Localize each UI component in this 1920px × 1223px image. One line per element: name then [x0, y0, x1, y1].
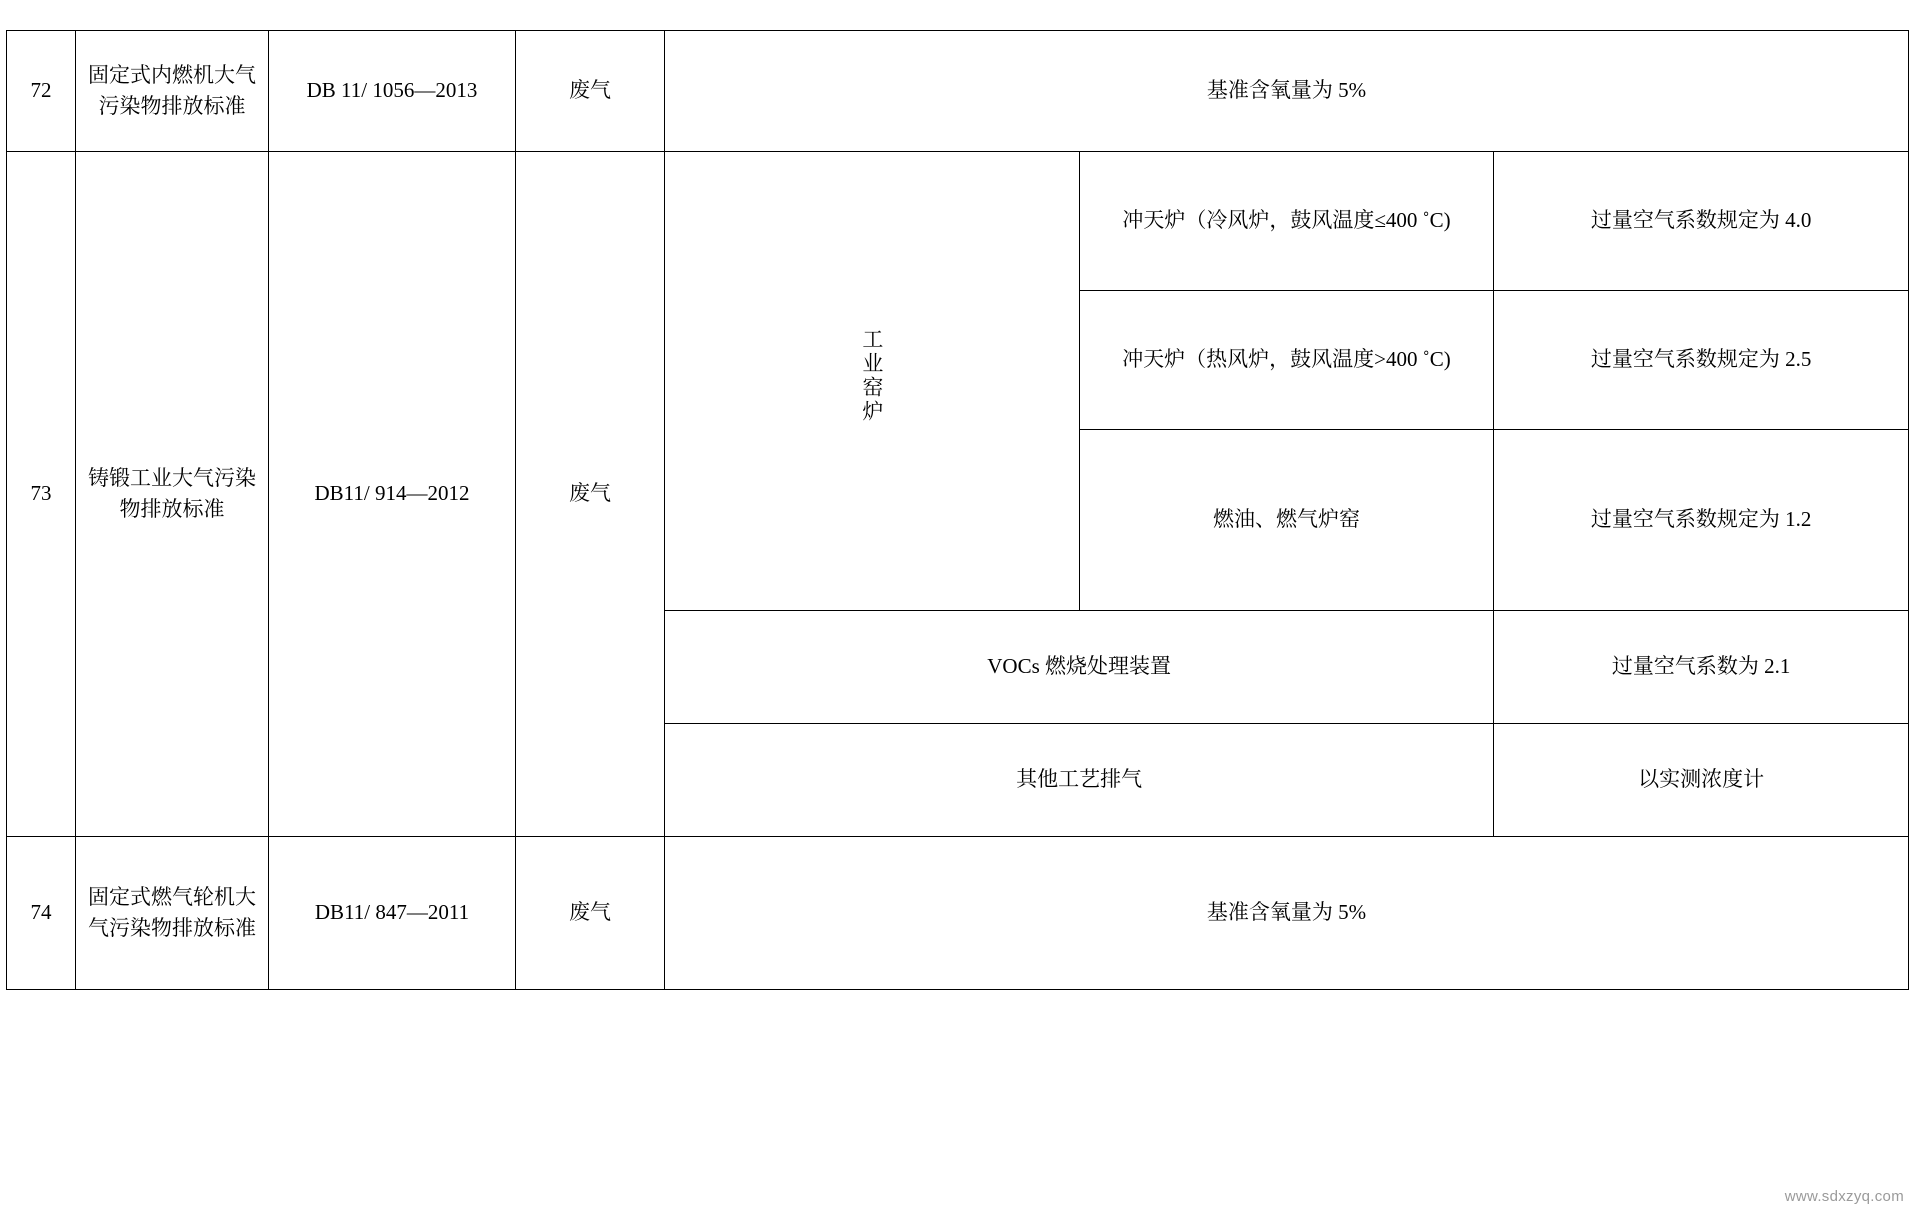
requirement-text: 基准含氧量为 5% [665, 31, 1909, 152]
table-row [7, 31, 1909, 152]
sub-item-label: 其他工艺排气 [665, 724, 1494, 837]
row-number: 73 [7, 152, 76, 837]
watermark: www.sdxzyq.com [1784, 1188, 1904, 1205]
requirement-text: 过量空气系数规定为 4.0 [1494, 152, 1909, 291]
requirement-text: 过量空气系数规定为 1.2 [1494, 430, 1909, 611]
sub-item-label: 冲天炉（热风炉，鼓风温度>400 ˚C) [1079, 291, 1494, 430]
emission-type: 废气 [516, 837, 665, 990]
standard-code: DB11/ 847—2011 [269, 837, 516, 990]
standard-code: DB 11/ 1056—2013 [269, 31, 516, 152]
standard-name: 铸锻工业大气污染物排放标准 [76, 152, 269, 837]
standard-code: DB11/ 914—2012 [269, 152, 516, 837]
row-number: 72 [7, 31, 76, 152]
standards-table [6, 30, 1909, 990]
table-row [7, 837, 1909, 990]
sub-category [665, 152, 1080, 611]
emission-type: 废气 [516, 152, 665, 837]
sub-item-label: 燃油、燃气炉窑 [1079, 430, 1494, 611]
requirement-text: 基准含氧量为 5% [665, 837, 1909, 990]
standard-name: 固定式燃气轮机大气污染物排放标准 [76, 837, 269, 990]
row-number: 74 [7, 837, 76, 990]
requirement-text: 过量空气系数规定为 2.5 [1494, 291, 1909, 430]
requirement-text: 过量空气系数为 2.1 [1494, 611, 1909, 724]
sub-item-label: 冲天炉（冷风炉，鼓风温度≤400 ˚C) [1079, 152, 1494, 291]
sub-category-label: 工业窑炉 [859, 328, 884, 425]
emission-type: 废气 [516, 31, 665, 152]
table-row [7, 152, 1909, 291]
requirement-text: 以实测浓度计 [1494, 724, 1909, 837]
standard-name: 固定式内燃机大气污染物排放标准 [76, 31, 269, 152]
sub-item-label: VOCs 燃烧处理装置 [665, 611, 1494, 724]
